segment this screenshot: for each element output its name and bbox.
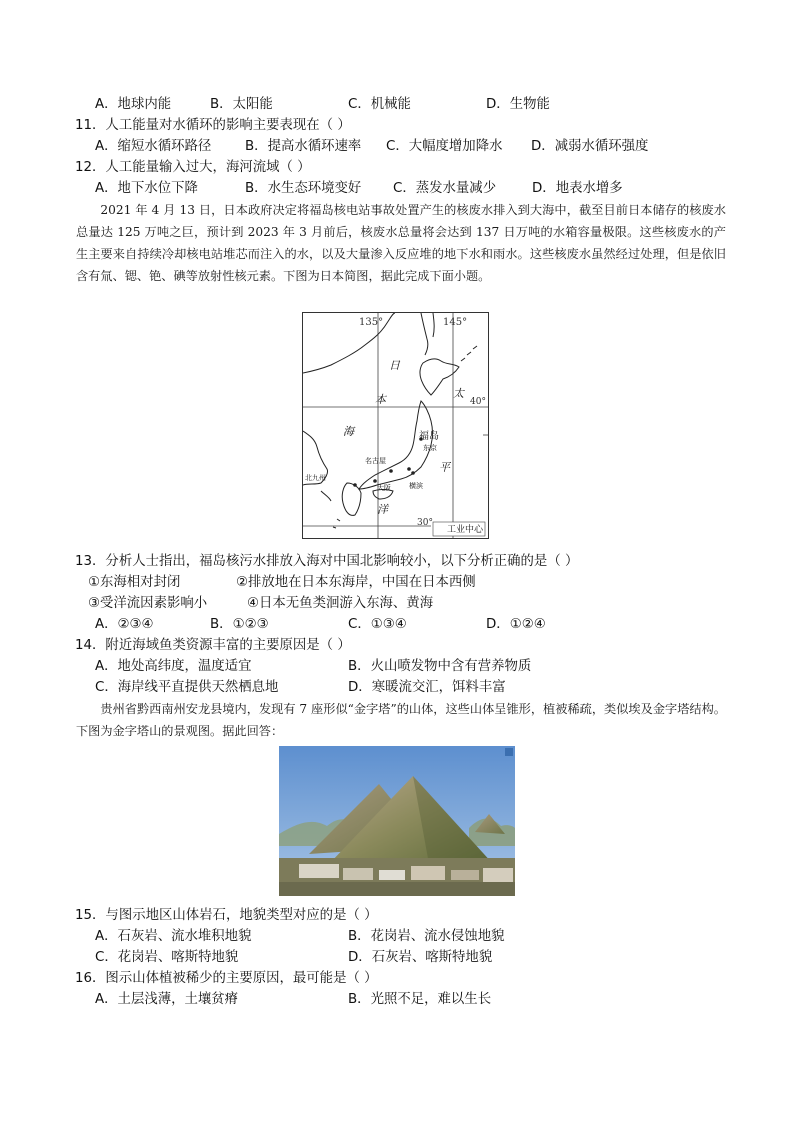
- q16-option-b: B．光照不足，难以生长: [348, 992, 492, 1007]
- q12-option-c: C．蒸发水量减少: [393, 181, 497, 196]
- label-ocean-yang: 洋: [377, 503, 388, 516]
- q13-option-b: B．①②③: [210, 617, 269, 632]
- label-sea-ben: 本: [375, 393, 386, 406]
- q13-option-c: C．①③④: [348, 617, 407, 632]
- q11-option-d: D．减弱水循环强度: [531, 139, 649, 154]
- label-ocean-ping: 平: [439, 461, 450, 474]
- q14-option-d: D．寒暖流交汇，饵料丰富: [348, 680, 506, 695]
- japan-map: [302, 312, 489, 539]
- pyramid-mountain-photo: [279, 746, 515, 896]
- label-lon-145: 145°: [443, 317, 468, 328]
- q10-option-d: D．生物能: [486, 97, 550, 112]
- q15-option-b: B．花岗岩、流水侵蚀地貌: [348, 929, 505, 944]
- q13-statement-1: ①东海相对封闭: [88, 575, 181, 590]
- q10-option-a: A．地球内能: [95, 97, 172, 112]
- label-yokohama: 横滨: [409, 482, 423, 490]
- kyushu: [342, 483, 361, 515]
- q14-stem: 14．附近海域鱼类资源丰富的主要原因是（ ）: [75, 638, 351, 653]
- q13-stem: 13．分析人士指出，福岛核污水排放入海对中国北影响较小，以下分析正确的是（ ）: [75, 554, 579, 569]
- q16-option-a: A．土层浅薄，土壤贫瘠: [95, 992, 239, 1007]
- label-nagoya: 名古屋: [365, 457, 386, 465]
- q14-option-b: B．火山喷发物中含有营养物质: [348, 659, 532, 674]
- label-tokyo: 东京: [423, 444, 437, 452]
- label-lat-30: 30°: [417, 518, 433, 528]
- sakhalin-coast: [421, 313, 428, 355]
- q11-option-a: A．缩短水循环路径: [95, 139, 212, 154]
- q13-statement-4: ④日本无鱼类洄游入东海、黄海: [247, 596, 434, 611]
- q12-stem: 12．人工能量输入过大，海河流域（ ）: [75, 160, 311, 175]
- legend-industrial-center: 工业中心: [447, 525, 484, 535]
- label-lon-135: 135°: [359, 317, 384, 328]
- label-osaka: 大阪: [377, 484, 391, 492]
- label-sea-ri: 日: [389, 359, 400, 372]
- passage-pyramid-mountain: 贵州省黔西南州安龙县境内，发现有 7 座形似“金字塔”的山体，这些山体呈锥形，植被稀疏，类似埃及金字塔结构。下图为金字塔山的景观图。据此回答：: [76, 702, 726, 738]
- q12-option-d: D．地表水增多: [532, 181, 623, 196]
- label-kitakyushu: 北九州: [305, 474, 326, 482]
- label-ocean-tai: 太: [453, 387, 464, 400]
- q13-statement-2: ②排放地在日本东海岸，中国在日本西侧: [236, 575, 476, 590]
- q12-option-b: B．水生态环境变好: [245, 181, 362, 196]
- japan-map-drawing: [303, 313, 488, 538]
- q16-stem: 16．图示山体植被稀少的主要原因，最可能是（ ）: [75, 971, 378, 986]
- q14-option-a: A．地处高纬度，温度适宜: [95, 659, 252, 674]
- q15-option-a: A．石灰岩、流水堆积地貌: [95, 929, 252, 944]
- label-sea-hai: 海: [343, 425, 354, 438]
- q12-option-a: A．地下水位下降: [95, 181, 198, 196]
- q15-stem: 15．与图示地区山体岩石，地貌类型对应的是（ ）: [75, 908, 378, 923]
- q13-option-d: D．①②④: [486, 617, 546, 632]
- q11-option-b: B．提高水循环速率: [245, 139, 362, 154]
- q15-option-d: D．石灰岩、喀斯特地貌: [348, 950, 493, 965]
- q11-stem: 11．人工能量对水循环的影响主要表现在（ ）: [75, 118, 351, 133]
- pyramid-mountain-illustration: [279, 746, 515, 896]
- q10-option-b: B．太阳能: [210, 97, 273, 112]
- q10-option-c: C．机械能: [348, 97, 411, 112]
- q13-statement-3: ③受洋流因素影响小: [88, 596, 208, 611]
- label-fukushima: 福岛: [419, 431, 439, 442]
- passage-fukushima: 2021 年 4 月 13 日，日本政府决定将福岛核电站事故处置产生的核废水排入到大海中，截至目前日本储存的核废水总量达 125 万吨之巨，预计到 2023 年 3 月前后，核废水总量将会达到 137 日万吨的水箱容量极限。这些核废水的产生主要来自持续冷却核电站堆芯而注入的水，以及大量渗入反应堆的地下水和雨水。这些核废水虽然经过处理，但是依旧含有氚、锶、铯、碘等放射性核元素。下图为日本简图，据此完成下面小题。: [76, 203, 726, 283]
- q11-option-c: C．大幅度增加降水: [386, 139, 503, 154]
- q14-option-c: C．海岸线平直提供天然栖息地: [95, 680, 279, 695]
- honshu: [359, 401, 433, 489]
- q15-option-c: C．花岗岩、喀斯特地貌: [95, 950, 239, 965]
- label-lat-40: 40°: [470, 397, 486, 407]
- q13-option-a: A．②③④: [95, 617, 154, 632]
